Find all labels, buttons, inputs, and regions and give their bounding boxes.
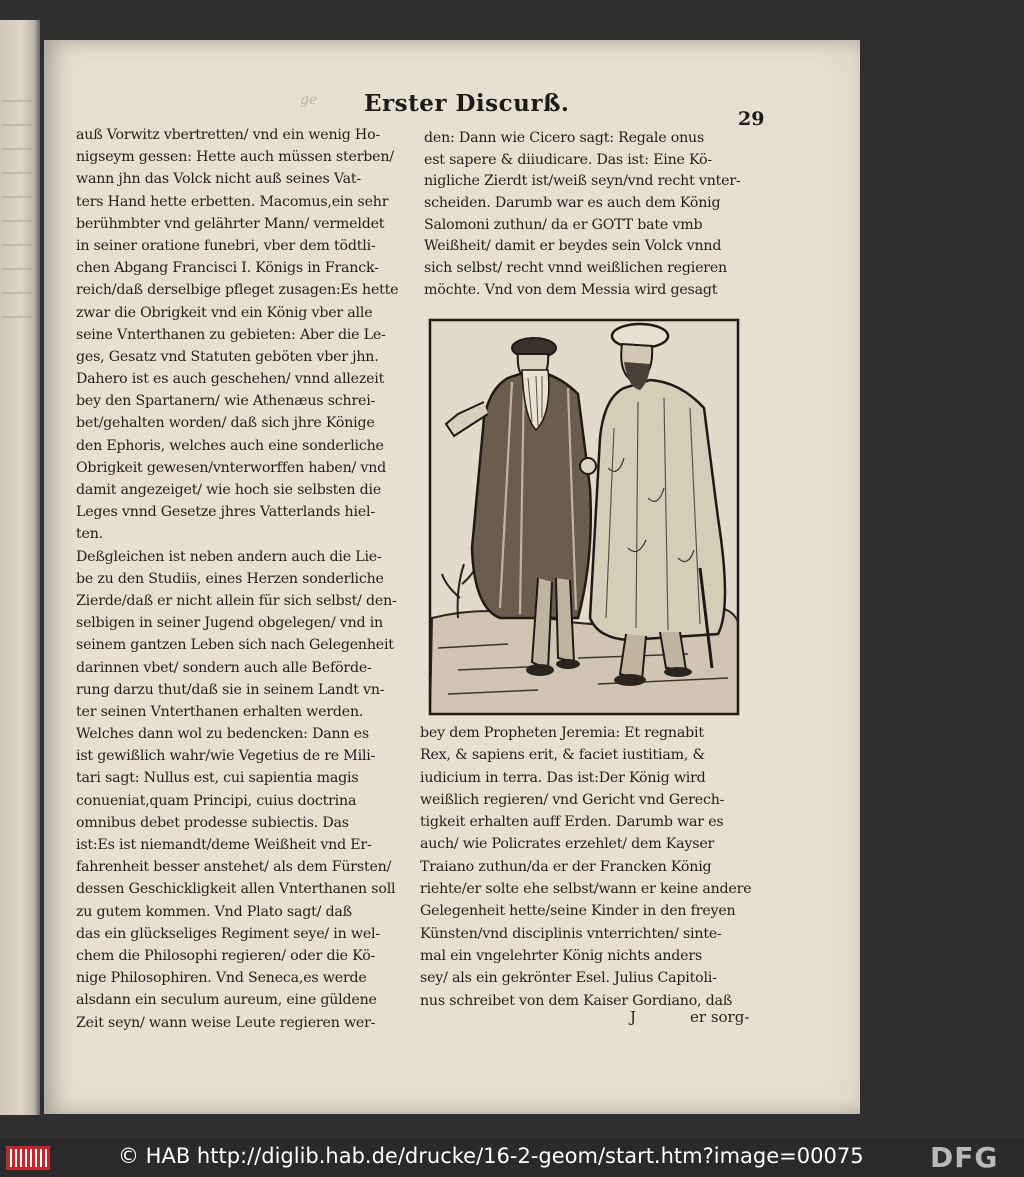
text-line: Deßgleichen ist neben andern auch die Lie- — [76, 548, 382, 565]
text-line: Traiano zuthun/da er der Francken König — [420, 858, 712, 875]
text-line: nige Philosophiren. Vnd Seneca,es werde — [76, 970, 367, 987]
text-line: alsdann ein seculum aureum, eine güldene — [76, 992, 377, 1009]
text-line: be zu den Studiis, eines Herzen sonderliche — [76, 570, 384, 587]
woodcut-illustration-two-men — [428, 318, 740, 716]
text-line: tigkeit erhalten auff Erden. Darumb war es — [420, 814, 724, 831]
text-line: seine Vnterthanen zu gebieten: Aber die Le- — [76, 326, 386, 343]
text-line: bet/gehalten worden/ daß sich jhre Könige — [76, 415, 375, 432]
right-text-column-bottom — [420, 722, 756, 1012]
right-text-column-top — [424, 128, 756, 302]
text-line: den Ephoris, welches auch eine sonderliche — [76, 437, 384, 454]
text-line: weißlich regieren/ vnd Gericht vnd Gerech- — [420, 791, 725, 808]
text-line: nigliche Zierdt ist/weiß seyn/vnd recht vnter- — [424, 173, 741, 190]
text-line: nigseym gessen: Hette auch müssen sterben/ — [76, 149, 394, 166]
text-line: ters Hand hette erbetten. Macomus,ein sehr — [76, 193, 389, 210]
barcode-icon[interactable] — [6, 1146, 50, 1170]
text-line: bey dem Propheten Jeremia: Et regnabit — [420, 725, 704, 741]
text-line: fahrenheit besser anstehet/ als dem Fürsten/ — [76, 859, 392, 876]
text-line: dessen Geschickligkeit allen Vnterthanen soll — [76, 881, 396, 898]
text-line: berühmbter vnd gelährter Mann/ vermeldet — [76, 215, 385, 232]
text-line: in seiner oratione funebri, vber dem tödtli- — [76, 237, 376, 254]
catchword: er sorg- — [690, 1008, 750, 1026]
header-bleed-through: ge — [300, 92, 318, 108]
text-line: Künsten/vnd disciplinis vnterrichten/ sinte- — [420, 925, 722, 942]
text-line: ten. — [76, 526, 103, 543]
text-line: nus schreibet von dem Kaiser Gordiano, daß — [420, 992, 733, 1009]
source-url-link[interactable]: © HAB http://diglib.hab.de/drucke/16-2-geom/start.htm?image=00075 — [118, 1144, 864, 1168]
text-line: Gelegenheit hette/seine Kinder in den freyen — [420, 903, 736, 920]
text-line: Rex, & sapiens erit, & faciet iustitiam, & — [420, 747, 705, 764]
text-line: den: Dann wie Cicero sagt: Regale onus — [424, 130, 705, 146]
text-line: möchte. Vnd von dem Messia wird gesagt — [424, 281, 718, 298]
text-line: zu gutem kommen. Vnd Plato sagt/ daß — [76, 903, 352, 920]
text-line: ges, Gesatz vnd Statuten geböten vber jhn. — [76, 348, 379, 365]
text-line: sey/ als ein gekrönter Esel. Julius Capitoli- — [420, 970, 717, 987]
text-line: Leges vnnd Gesetze jhres Vatterlands hiel- — [76, 504, 375, 521]
text-line: ist gewißlich wahr/wie Vegetius de re Mili- — [76, 748, 376, 765]
text-line: chem die Philosophi regieren/ oder die Kö- — [76, 947, 376, 964]
text-line: rung darzu thut/daß sie in seinem Landt vn- — [76, 681, 385, 698]
previous-page-edge — [0, 20, 40, 1115]
text-line: Obrigkeit gewesen/vnterworffen haben/ vnd — [76, 459, 387, 476]
text-line: conueniat,quam Principi, cuius doctrina — [76, 792, 357, 809]
page-number: 29 — [738, 108, 765, 130]
text-line: ter seinen Vnterthanen erhalten werden. — [76, 703, 364, 720]
text-line: est sapere & diiudicare. Das ist: Eine Kö- — [424, 151, 712, 168]
text-line: Zierde/daß er nicht allein für sich selbst/ den- — [76, 592, 397, 609]
text-line: Weißheit/ damit er beydes sein Volck vnnd — [424, 238, 722, 255]
text-line: darinnen vbet/ sondern auch alle Beförde- — [76, 659, 372, 676]
dfg-logo: DFG — [930, 1141, 999, 1174]
text-line: Dahero ist es auch geschehen/ vnnd allezeit — [76, 371, 385, 388]
text-line: omnibus debet prodesse subiectis. Das — [76, 814, 349, 831]
text-line: iudicium in terra. Das ist:Der König wird — [420, 769, 706, 786]
signature-mark: J — [630, 1008, 637, 1026]
text-line: bey den Spartanern/ wie Athenæus schrei- — [76, 393, 376, 410]
running-header: Erster Discurß. — [364, 90, 570, 117]
text-line: riehte/er solte ehe selbst/wann er keine andere — [420, 881, 752, 898]
text-line: Zeit seyn/ wann weise Leute regieren wer- — [76, 1014, 376, 1031]
text-line: tari sagt: Nullus est, cui sapientia magis — [76, 770, 359, 787]
text-line: wann jhn das Volck nicht auß seines Vat- — [76, 171, 361, 188]
footer-bar — [0, 1138, 1024, 1177]
text-line: sich selbst/ recht vnnd weißlichen regieren — [424, 260, 727, 277]
left-text-column — [76, 124, 412, 1034]
text-line: damit angezeiget/ wie hoch sie selbsten die — [76, 482, 382, 498]
text-line: reich/daß derselbige pfleget zusagen:Es hette — [76, 282, 399, 299]
text-line: scheiden. Darumb war es auch dem König — [424, 195, 721, 212]
text-line: chen Abgang Francisci I. Königs in Franck- — [76, 260, 379, 277]
text-line: seinem gantzen Leben sich nach Gelegenheit — [76, 637, 394, 654]
text-line: auß Vorwitz vbertretten/ vnd ein wenig Ho- — [76, 127, 381, 143]
text-line: ist:Es ist niemandt/deme Weißheit vnd Er- — [76, 837, 372, 853]
text-line: Salomoni zuthun/ da er GOTT bate vmb — [424, 216, 703, 233]
text-line: selbigen in seiner Jugend obgelegen/ vnd in — [76, 615, 383, 632]
text-line: auch/ wie Policrates erzehlet/ dem Kayser — [420, 836, 715, 853]
text-line: Welches dann wol zu bedencken: Dann es — [76, 726, 369, 743]
text-line: das ein glückseliges Regiment seye/ in wel- — [76, 925, 380, 942]
text-line: mal ein vngelehrter König nichts anders — [420, 947, 703, 964]
text-line: zwar die Obrigkeit vnd ein König vber alle — [76, 304, 373, 321]
